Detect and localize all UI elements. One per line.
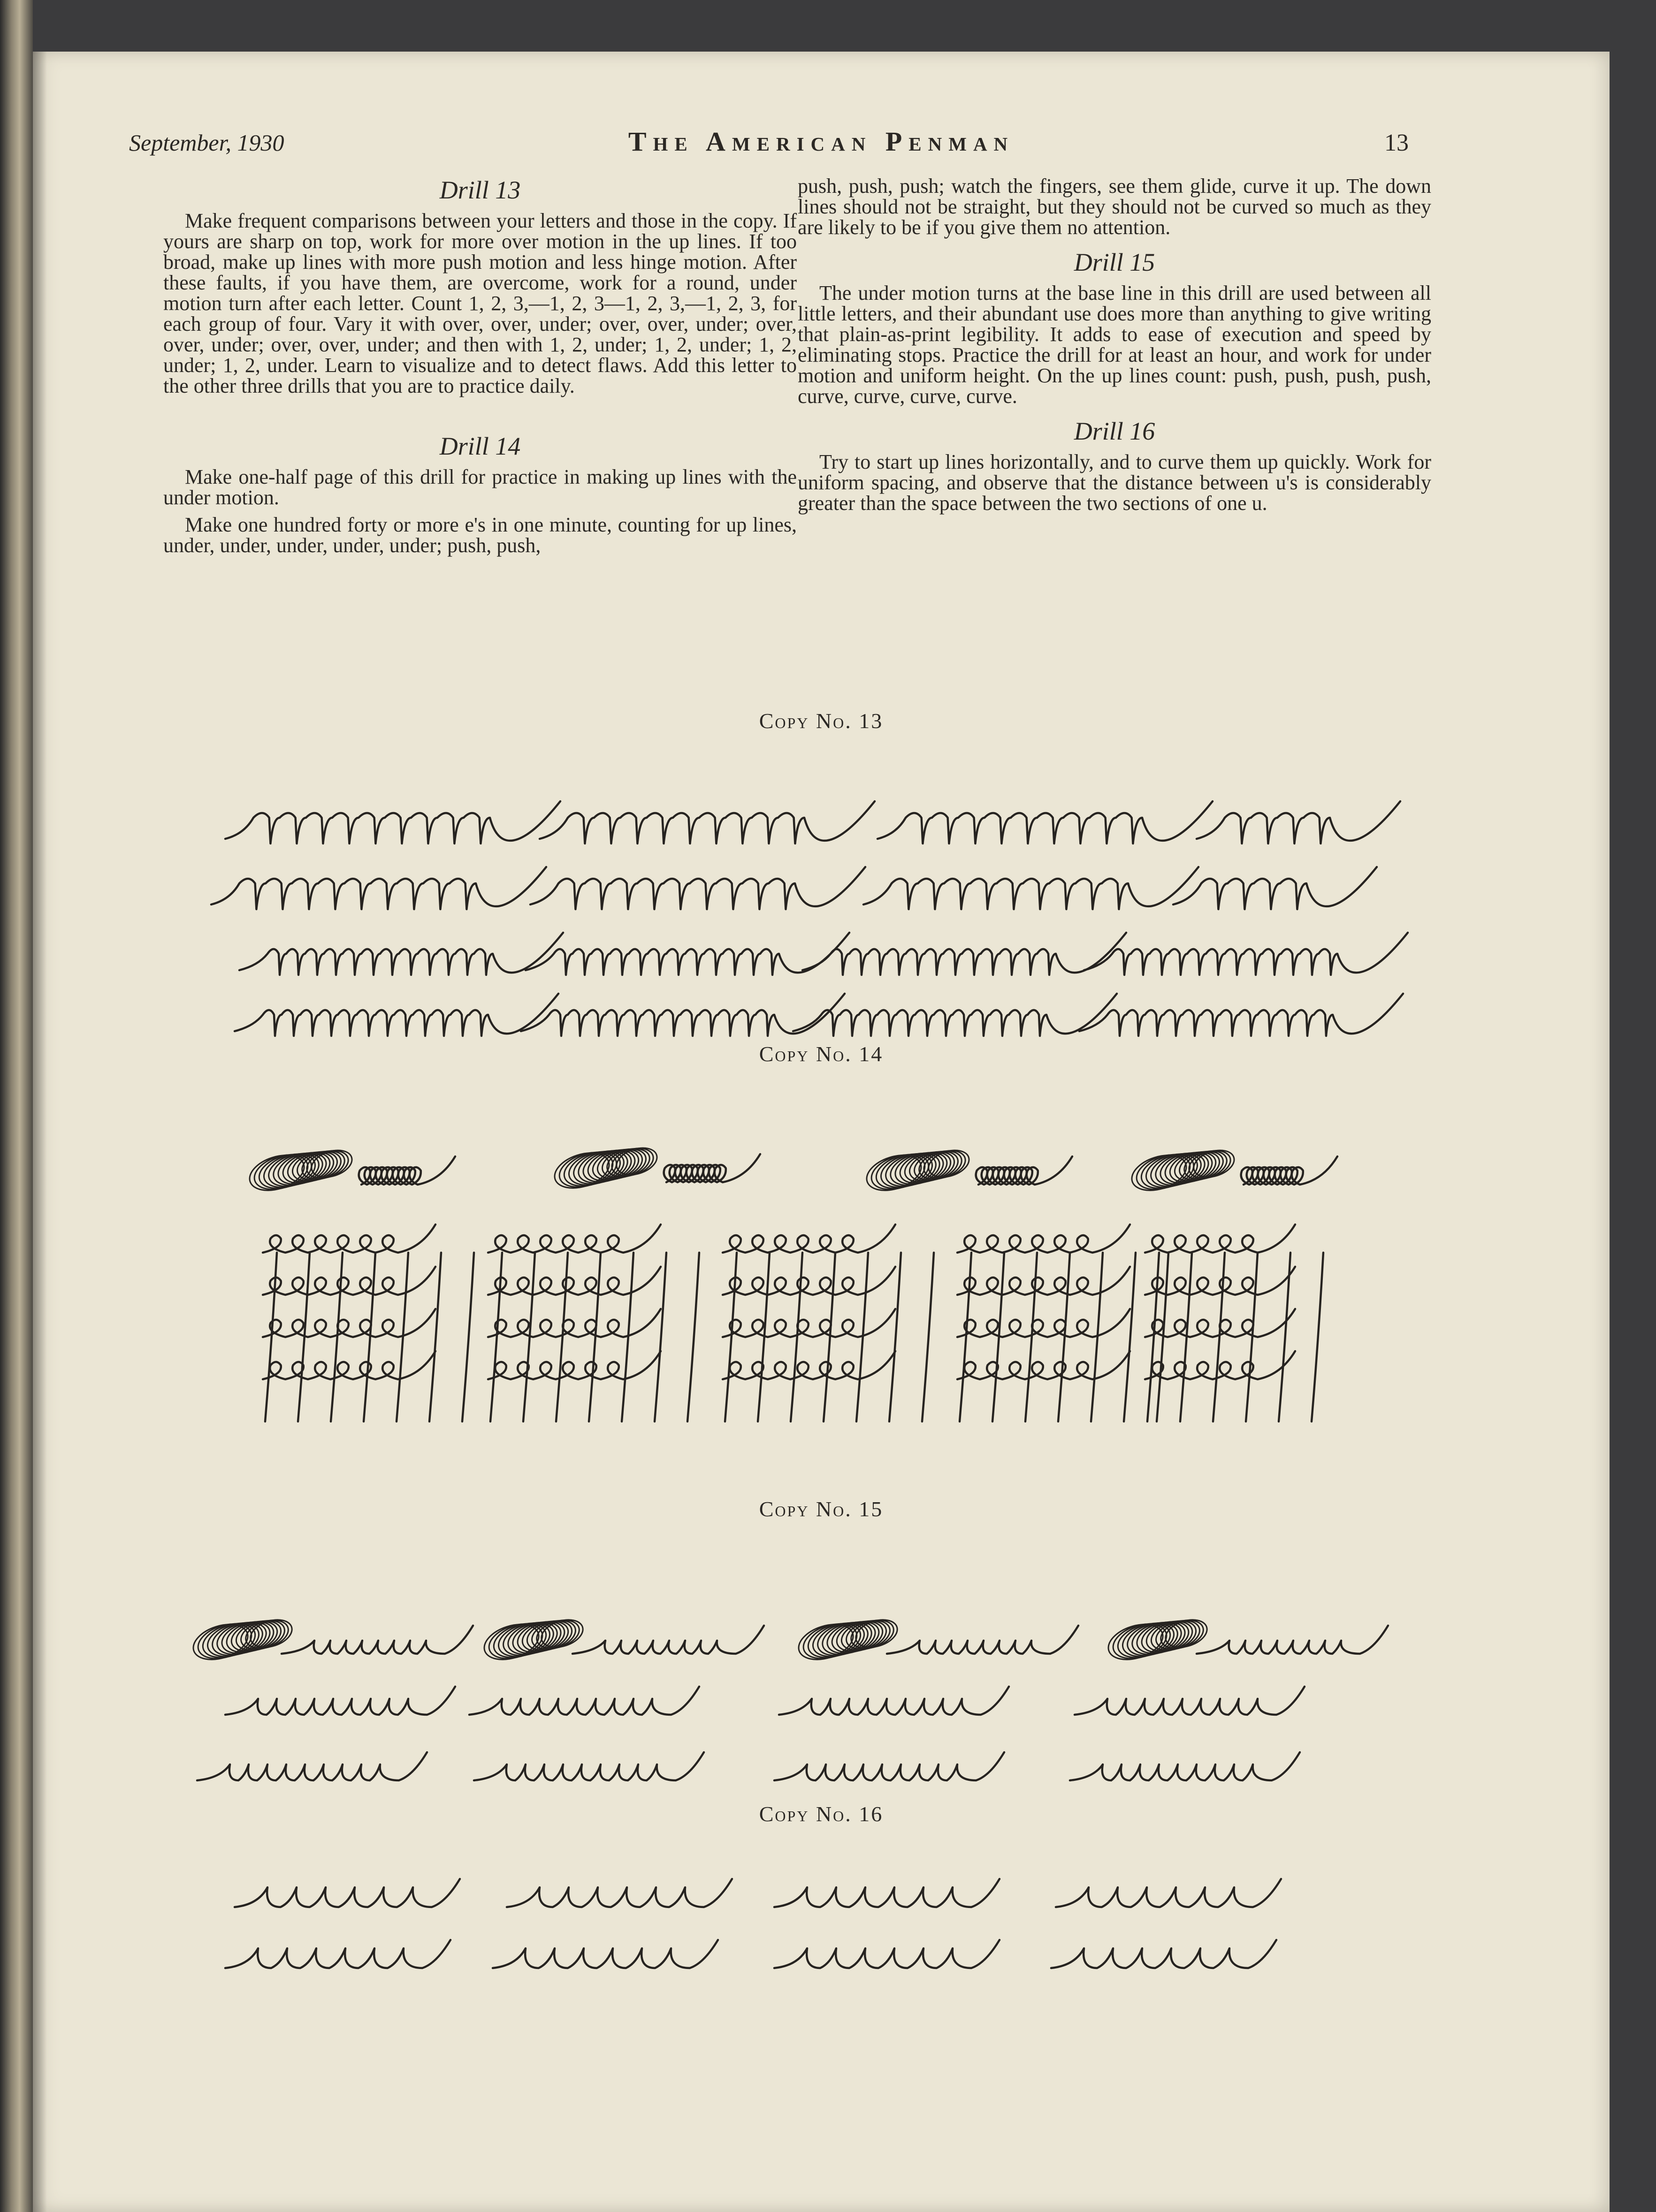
drill-15-title: Drill 15 xyxy=(1074,248,1155,276)
gutter-shadow xyxy=(33,52,47,2212)
copy14-lattice-b-slant-6 xyxy=(687,1253,699,1421)
copy-16-u-drill xyxy=(225,1879,1281,1968)
m-word-0-1 xyxy=(540,801,875,844)
n-word-1-3 xyxy=(1079,994,1403,1036)
copy15-u-word-0-0 xyxy=(225,1687,455,1715)
copy14-lattice-e-row-0 xyxy=(1145,1224,1295,1253)
magazine-page xyxy=(33,52,1610,2212)
m-word-0-2 xyxy=(878,801,1213,844)
copy15-u-word-0-2 xyxy=(779,1687,1009,1715)
copy16-u-word-1-3 xyxy=(1051,1940,1276,1968)
n-word-1-2 xyxy=(793,994,1117,1036)
copy14-lattice-e-row-3 xyxy=(1145,1351,1295,1379)
copy-15-oval-u-drill xyxy=(189,1615,1388,1780)
drill-16-title: Drill 16 xyxy=(1074,417,1155,445)
m-word-1-1 xyxy=(530,867,865,909)
header-page-number: 13 xyxy=(1384,129,1409,156)
copy14-e-chain-0 xyxy=(359,1156,455,1185)
copy14-lattice-c-row-2 xyxy=(723,1309,895,1337)
copy14-lattice-a-slant-5 xyxy=(429,1253,441,1421)
header-date: September, 1930 xyxy=(129,129,284,156)
copy16-u-word-0-3 xyxy=(1056,1879,1281,1907)
copy14-lattice-b-row-1 xyxy=(488,1267,661,1295)
binding-spine xyxy=(0,0,33,2212)
copy14-lattice-a-row-2 xyxy=(263,1309,435,1337)
copy16-u-word-0-1 xyxy=(507,1879,732,1907)
m-word-1-0 xyxy=(211,867,546,909)
copy14-lattice-c-row-3 xyxy=(723,1351,895,1379)
drill-16-body: Try to start up lines horizontally, and to curve them up quickly. Work for uniform spacing, and observe that the distance between u's is considerably greater than the space between the two sections of one u. xyxy=(798,450,1431,515)
copy-14-oval-e-drill xyxy=(245,1143,1337,1421)
copy14-e-chain-1 xyxy=(664,1154,760,1182)
n-word-0-3 xyxy=(1084,933,1408,975)
copy14-lattice-b-slant-5 xyxy=(655,1253,666,1421)
copy16-u-word-0-0 xyxy=(235,1879,460,1907)
copy14-lattice-a-row-1 xyxy=(263,1267,435,1295)
header-title: The American Penman xyxy=(628,126,1015,157)
drill-13-body: Make frequent comparisons between your letters and those in the copy. If yours are sharp on top, work for more over motion in the up lines. If too broad, make up lines with more push motion and less hinge motion. After these faults, if you have them, are overcome, work for a round, under motion turn after each letter. Count 1, 2, 3,—1, 2, 3—1, 2, 3,—1, 2, 3, for each group of four. Vary it with over, over, under; over, over, under; over, over, under; over, over, under; and then with 1, 2, under; 1, 2, under; 1, 2, under; 1, 2, under. Learn to visualize and to detect flaws. Add this letter to the other three drills that you are to practice daily. xyxy=(163,209,797,397)
copy14-lattice-e-slant-5 xyxy=(1312,1253,1323,1421)
copy14-lattice-c-row-1 xyxy=(723,1267,895,1295)
m-word-0-3 xyxy=(1197,801,1400,844)
copy14-lattice-c-row-0 xyxy=(723,1224,895,1253)
copy15-u-word-0-3 xyxy=(1075,1687,1305,1715)
copy15-u-word-1-2 xyxy=(774,1752,1004,1780)
copy-15-label: Copy No. 15 xyxy=(759,1497,884,1521)
m-word-0-0 xyxy=(225,801,560,844)
copy14-lattice-b-row-3 xyxy=(488,1351,661,1379)
m-word-1-3 xyxy=(1173,867,1377,909)
drill-14-title: Drill 14 xyxy=(439,432,521,460)
copy-16-label: Copy No. 16 xyxy=(759,1802,884,1826)
n-word-1-0 xyxy=(235,994,558,1036)
copy14-lattice-d-row-1 xyxy=(957,1267,1130,1295)
copy14-lattice-e-slant-4 xyxy=(1279,1253,1290,1421)
copy-14-label: Copy No. 14 xyxy=(759,1042,884,1066)
copy16-u-word-1-2 xyxy=(774,1940,1000,1968)
copy14-lattice-c-slant-5 xyxy=(889,1253,901,1421)
copy15-u-word-1-1 xyxy=(474,1752,704,1780)
copy14-lattice-c-slant-6 xyxy=(922,1253,934,1421)
copy14-e-chain-3 xyxy=(1241,1156,1337,1185)
copy16-u-word-1-0 xyxy=(225,1940,450,1968)
copy14-lattice-d-row-2 xyxy=(957,1309,1130,1337)
copy16-u-word-1-1 xyxy=(493,1940,718,1968)
copy14-lattice-a-row-3 xyxy=(263,1351,435,1379)
copy14-lattice-b-row-2 xyxy=(488,1309,661,1337)
copy15-u-chain-0 xyxy=(282,1626,473,1654)
drill-13-title: Drill 13 xyxy=(439,176,521,204)
copy15-u-chain-3 xyxy=(1197,1626,1388,1654)
n-word-0-0 xyxy=(239,933,563,975)
copy14-lattice-b-row-0 xyxy=(488,1224,661,1253)
copy15-u-chain-2 xyxy=(887,1626,1078,1654)
copy14-lattice-d-row-0 xyxy=(957,1224,1130,1253)
drill-14-body-continued: push, push, push; watch the fingers, see them glide, curve it up. The down lines should not be straight, but they should not be curved so much as they are likely to be if you give them no attention. xyxy=(798,175,1431,239)
copy-13-label: Copy No. 13 xyxy=(759,709,884,733)
copy15-u-chain-1 xyxy=(572,1626,764,1654)
copy15-u-word-1-3 xyxy=(1070,1752,1300,1780)
copy14-lattice-a-slant-6 xyxy=(462,1253,474,1421)
copy14-lattice-a-row-0 xyxy=(263,1224,435,1253)
penmanship-copies-illustration xyxy=(33,52,1610,2212)
drill-15-body: The under motion turns at the base line in this drill are used between all little letters, and their abundant use does more than anything to give writing that plain-as-print legibility. It adds to ease of execution and speed by eliminating stops. Practice the drill for at least an hour, and work for under motion and uniform height. On the up lines count: push, push, push, push, curve, curve, curve, curve. xyxy=(798,281,1431,408)
copy14-e-chain-2 xyxy=(976,1156,1072,1185)
n-word-0-2 xyxy=(802,933,1126,975)
copy15-u-word-0-1 xyxy=(469,1687,699,1715)
drill-14-body-2: Make one hundred forty or more e's in one minute, counting for up lines, under, under, under, under, under; push, push, xyxy=(163,513,797,557)
drill-14-body-1: Make one-half page of this drill for practice in making up lines with the under motion. xyxy=(163,465,797,509)
copy-13-m-n-drill xyxy=(211,801,1408,1036)
copy14-lattice-d-slant-5 xyxy=(1124,1253,1136,1421)
m-word-1-2 xyxy=(863,867,1198,909)
copy15-u-word-1-0 xyxy=(197,1752,427,1780)
copy16-u-word-0-2 xyxy=(774,1879,1000,1907)
copy14-lattice-d-row-3 xyxy=(957,1351,1130,1379)
n-word-0-1 xyxy=(526,933,849,975)
